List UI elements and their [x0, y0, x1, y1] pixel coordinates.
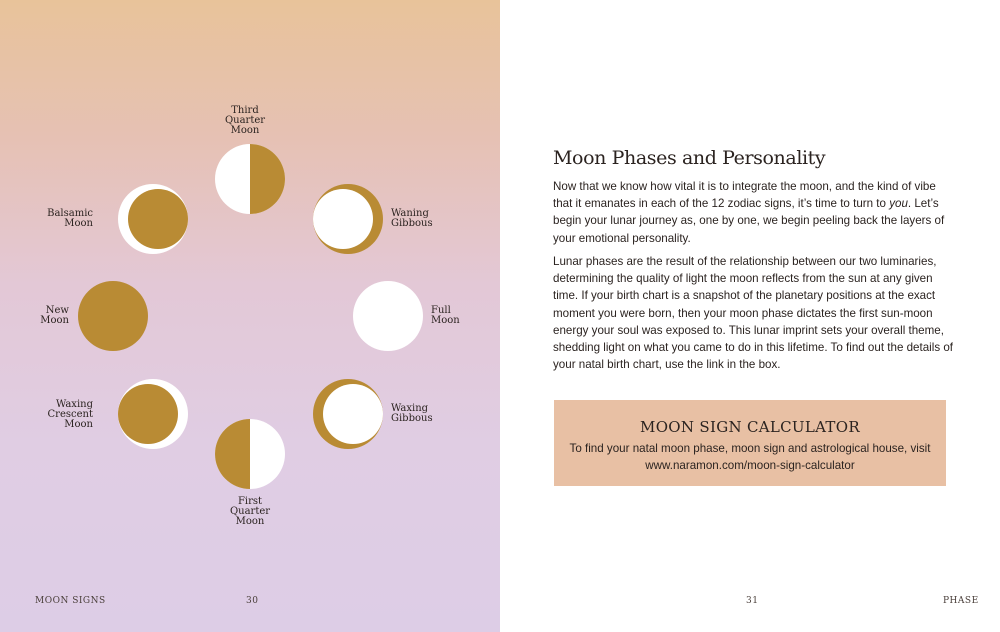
right-page: [500, 0, 1000, 632]
calculator-link[interactable]: www.naramon.com/moon-sign-calculator: [645, 459, 855, 473]
intro-text-start: Now that we know how vital it is to integrate the moon, and the kind of vibe that it emanates in each of the 12 zodiac signs, it’s time to turn to: [553, 180, 936, 211]
calculator-text: [554, 440, 946, 474]
intro-paragraph: [553, 178, 953, 247]
moon-waxing-crescent-icon: [118, 379, 188, 449]
moon-label-waning-gibbous: Waning Gibbous: [391, 208, 433, 229]
calculator-instruction: To find your natal moon phase, moon sign and astrological house, visit: [569, 442, 931, 455]
moon-label-full: Full Moon: [431, 305, 460, 326]
moon-first-quarter-icon: [215, 419, 285, 489]
left-running-footer: MOON SIGNS: [35, 596, 106, 606]
moon-label-new: New Moon: [40, 305, 69, 326]
moon-new-icon: [78, 281, 148, 351]
moon-third-quarter-icon: [215, 144, 285, 214]
moon-label-balsamic: Balsamic Moon: [47, 208, 93, 229]
right-page-number: 31: [746, 596, 759, 606]
moon-label-third-quarter: Third Quarter Moon: [224, 105, 266, 136]
moon-sign-calculator-box: [554, 400, 946, 486]
moon-label-waxing-crescent: Waxing Crescent Moon: [47, 399, 93, 430]
intro-text-end: . Let’s begin your lunar journey as, one by one, we begin peeling back the layers of your emotional personality.: [553, 197, 945, 245]
left-page-number: 30: [246, 596, 259, 606]
moon-waxing-gibbous-icon: [313, 379, 383, 449]
section-title: Moon Phases and Personality: [553, 147, 826, 169]
lunar-phases-paragraph: Lunar phases are the result of the relationship between our two luminaries, determining the quality of light the moon reflects from the sun at any given time. If your birth chart is a snapshot of the planetary positions at the exact moment you were born, then your moon phase dictates the first sun-moon energy your soul was exposed to. This lunar imprint sets your overall theme, shedding light on what you came to do in this lifetime. To find out the details of your natal birth chart, use the link in the box.: [553, 255, 954, 372]
moon-label-waxing-gibbous: Waxing Gibbous: [391, 403, 433, 424]
intro-text-emphasis: you: [889, 197, 908, 211]
calculator-title: MOON SIGN CALCULATOR: [640, 418, 860, 436]
moon-waning-gibbous-icon: [313, 184, 383, 254]
right-running-footer: PHASE: [943, 596, 979, 606]
moon-balsamic-icon: [118, 184, 188, 254]
moon-full-icon: [353, 281, 423, 351]
moon-label-first-quarter: First Quarter Moon: [229, 496, 271, 527]
